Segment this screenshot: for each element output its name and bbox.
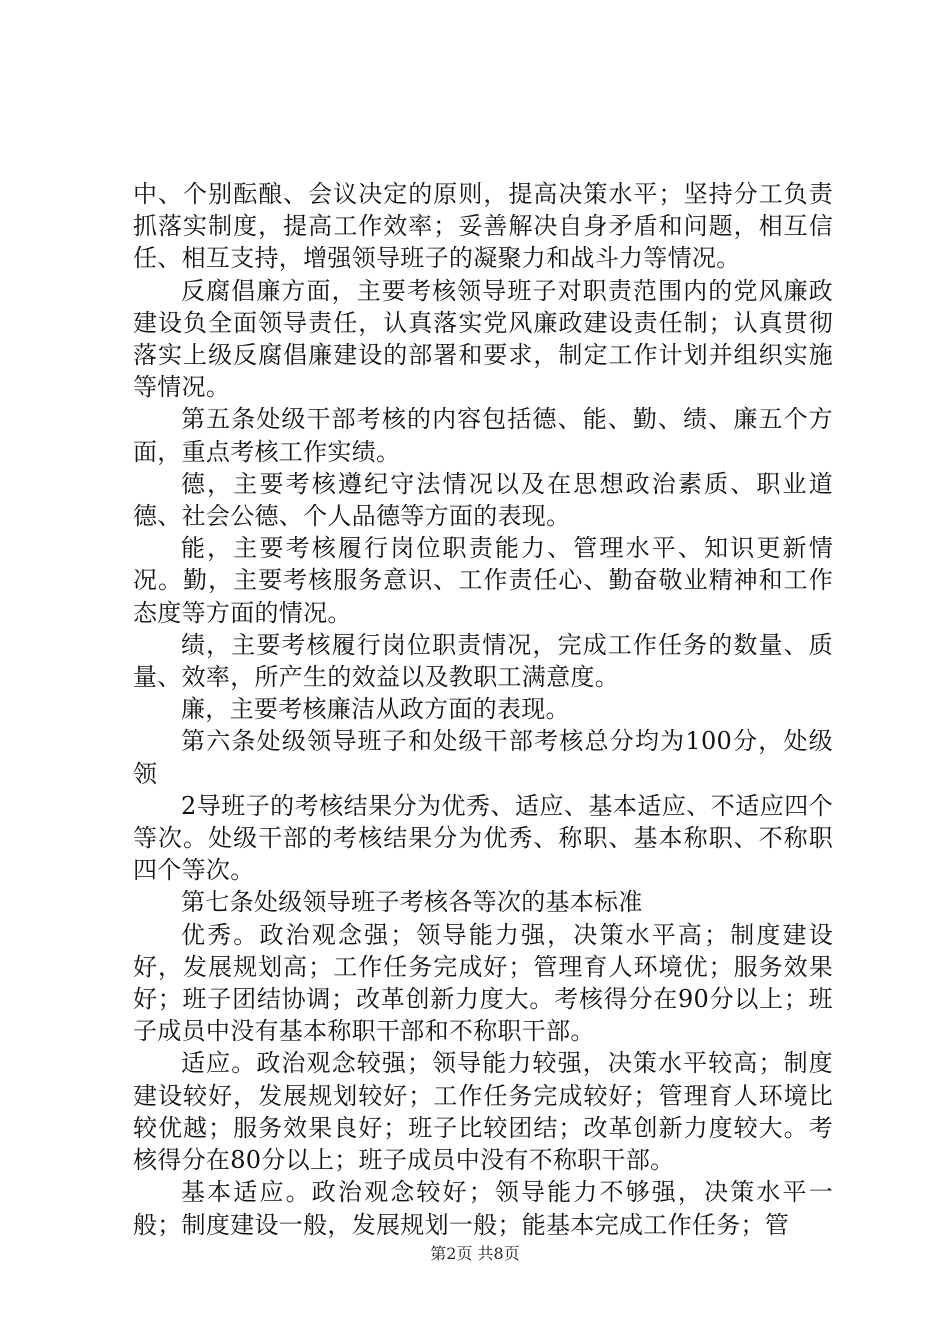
paragraph: 廉，主要考核廉洁从政方面的表现。 [181, 695, 570, 724]
paragraph: 第六条处级领导班子和处级干部考核总分均为100分，处级领 [133, 727, 833, 788]
paragraph: 反腐倡廉方面，主要考核领导班子对职责范围内的党风廉政建设负全面领导责任，认真落实党风廉政建设责任制；认真贯彻落实上级反腐倡廉建设的部署和要求，制定工作计划并组织实施等情况。 [133, 276, 833, 402]
page-number: 第2页 共8页 [430, 1244, 520, 1263]
paragraph: 能，主要考核履行岗位职责能力、管理水平、知识更新情况。勤，主要考核服务意识、工作责任心、勤奋敬业精神和工作态度等方面的情况。 [133, 534, 833, 627]
paragraph: 中、个别酝酿、会议决定的原则，提高决策水平；坚持分工负责抓落实制度，提高工作效率；妥善解决自身矛盾和问题，相互信任、相互支持，增强领导班子的凝聚力和战斗力等情况。 [133, 180, 833, 273]
paragraph: 2导班子的考核结果分为优秀、适应、基本适应、不适应四个等次。处级干部的考核结果分为优秀、称职、基本称职、不称职四个等次。 [133, 791, 833, 885]
paragraph: 德，主要考核遵纪守法情况以及在思想政治素质、职业道德、社会公德、个人品德等方面的表现。 [133, 469, 833, 531]
paragraph: 绩，主要考核履行岗位职责情况，完成工作任务的数量、质量、效率，所产生的效益以及教职工满意度。 [133, 630, 833, 692]
paragraph: 优秀。政治观念强；领导能力强，决策水平高；制度建设好，发展规划高；工作任务完成好；管理育人环境优；服务效果好；班子团结协调；改革创新力度大。考核得分在90分以上；班子成员中没有基本称职干部和不称职干部。 [133, 920, 833, 1046]
page-footer [0, 1244, 950, 1264]
paragraph: 适应。政治观念较强；领导能力较强，决策水平较高；制度建设较好，发展规划较好；工作任务完成较好；管理育人环境比较优越；服务效果良好；班子比较团结；改革创新力度较大。考核得分在80分以上；班子成员中没有不称职干部。 [133, 1049, 833, 1175]
paragraph: 第五条处级干部考核的内容包括德、能、勤、绩、廉五个方面，重点考核工作实绩。 [133, 405, 833, 466]
paragraph: 第七条处级领导班子考核各等次的基本标准 [181, 888, 643, 917]
paragraph: 基本适应。政治观念较好；领导能力不够强，决策水平一般；制度建设一般，发展规划一般；能基本完成工作任务；管 [133, 1178, 833, 1239]
document-body [133, 178, 833, 1241]
